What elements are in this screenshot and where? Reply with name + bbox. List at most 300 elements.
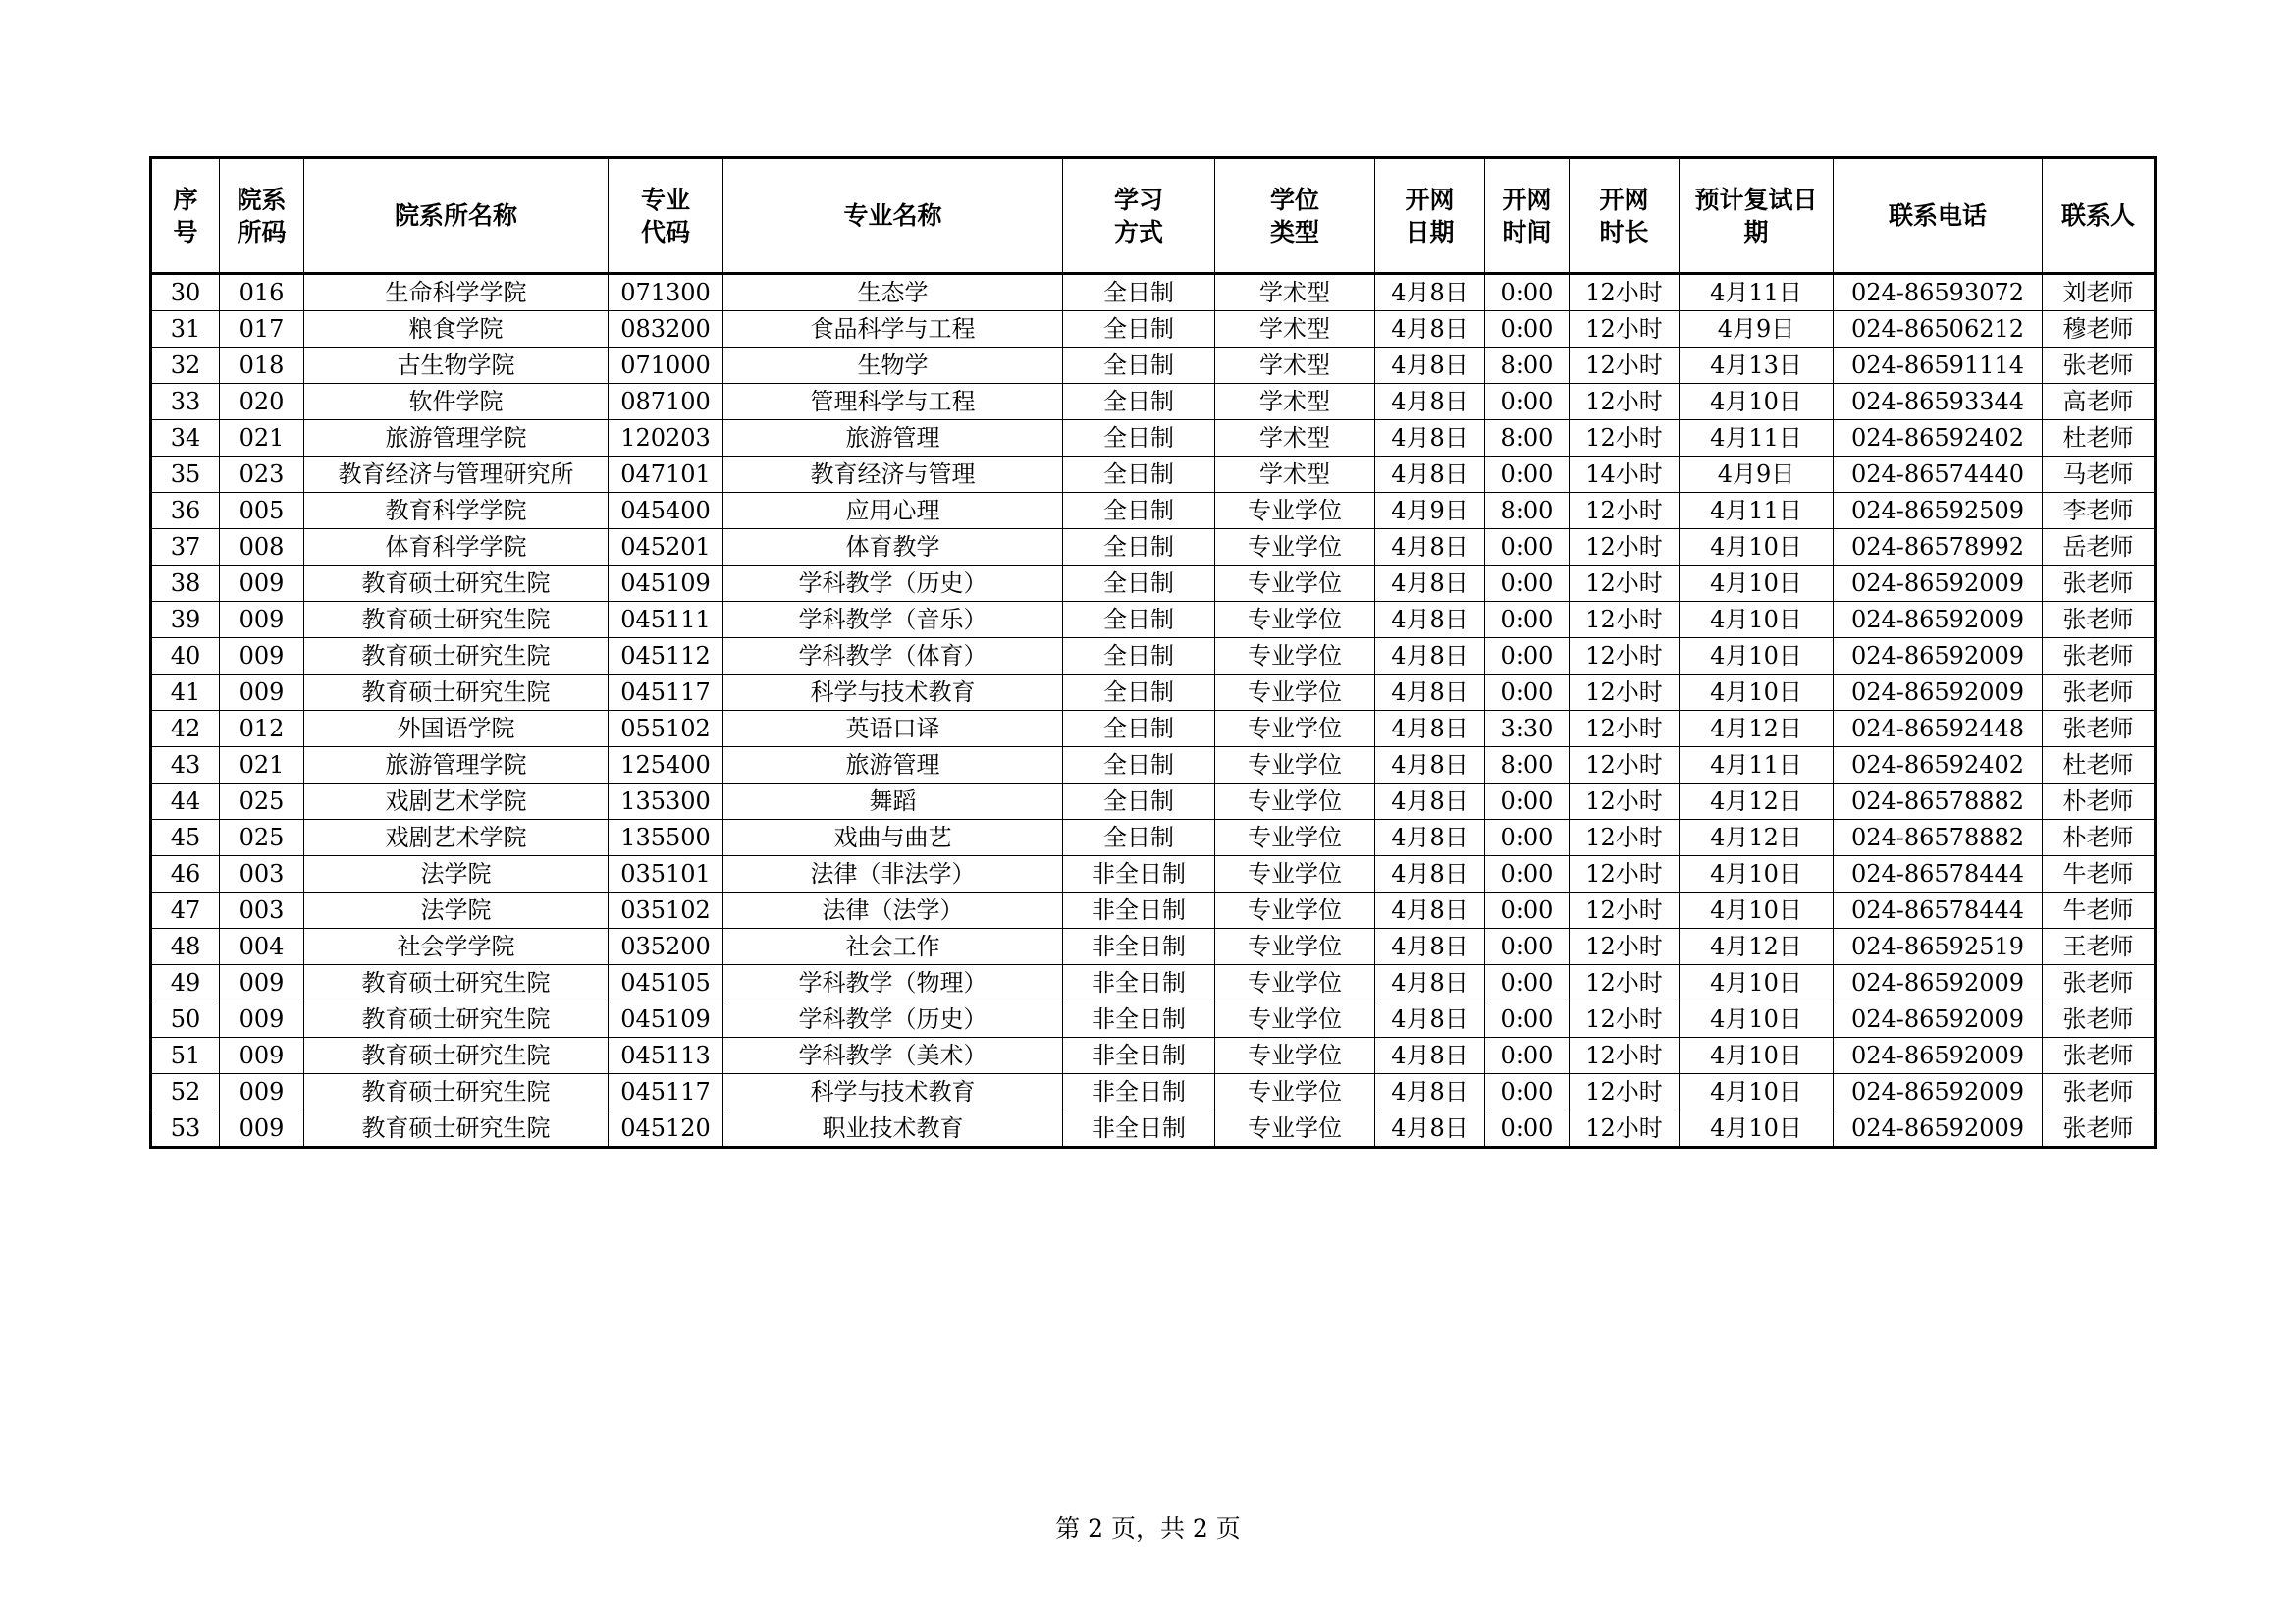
cell-dept-code: 004 — [220, 929, 304, 965]
cell-degree-type: 专业学位 — [1215, 675, 1375, 711]
cell-open-time: 0:00 — [1485, 893, 1570, 929]
cell-dept-name: 教育经济与管理研究所 — [304, 457, 609, 493]
cell-dept-code: 003 — [220, 893, 304, 929]
header-line: 学位 — [1269, 185, 1319, 214]
cell-major-code: 083200 — [609, 311, 723, 348]
header-line: 类型 — [1269, 217, 1319, 246]
cell-major-code: 135500 — [609, 820, 723, 856]
cell-dept-name: 教育硕士研究生院 — [304, 1001, 609, 1038]
cell-phone: 024-86592009 — [1834, 638, 2043, 675]
cell-dept-code: 021 — [220, 747, 304, 784]
cell-contact: 张老师 — [2043, 602, 2156, 638]
admissions-schedule-table — [149, 156, 2157, 1149]
cell-dept-name: 教育硕士研究生院 — [304, 1038, 609, 1074]
cell-major-name: 食品科学与工程 — [723, 311, 1063, 348]
cell-dept-name: 旅游管理学院 — [304, 747, 609, 784]
cell-phone: 024-86578882 — [1834, 820, 2043, 856]
cell-study-mode: 全日制 — [1063, 274, 1215, 311]
cell-open-duration: 12小时 — [1570, 384, 1680, 420]
cell-study-mode: 非全日制 — [1063, 1038, 1215, 1074]
cell-dept-name: 教育科学学院 — [304, 493, 609, 529]
cell-interview-date: 4月11日 — [1680, 493, 1834, 529]
cell-dept-name: 戏剧艺术学院 — [304, 784, 609, 820]
cell-phone: 024-86591114 — [1834, 348, 2043, 384]
header-line: 期 — [1743, 217, 1769, 246]
table-row — [151, 1110, 2156, 1148]
cell-degree-type: 专业学位 — [1215, 711, 1375, 747]
cell-major-code: 047101 — [609, 457, 723, 493]
cell-contact: 张老师 — [2043, 1110, 2156, 1148]
cell-index: 33 — [151, 384, 220, 420]
cell-open-date: 4月8日 — [1375, 1074, 1485, 1110]
header-line: 联系电话 — [1888, 201, 1987, 230]
table-row — [151, 529, 2156, 566]
cell-interview-date: 4月10日 — [1680, 675, 1834, 711]
cell-interview-date: 4月10日 — [1680, 965, 1834, 1001]
cell-open-date: 4月8日 — [1375, 711, 1485, 747]
header-line: 开网 — [1405, 185, 1455, 214]
cell-dept-code: 009 — [220, 602, 304, 638]
cell-index: 47 — [151, 893, 220, 929]
cell-open-date: 4月8日 — [1375, 602, 1485, 638]
cell-open-duration: 12小时 — [1570, 274, 1680, 311]
cell-phone: 024-86593344 — [1834, 384, 2043, 420]
cell-major-code: 087100 — [609, 384, 723, 420]
table-row — [151, 602, 2156, 638]
cell-dept-name: 教育硕士研究生院 — [304, 965, 609, 1001]
header-line: 联系人 — [2060, 201, 2135, 230]
cell-interview-date: 4月10日 — [1680, 602, 1834, 638]
cell-index: 38 — [151, 566, 220, 602]
table-row — [151, 457, 2156, 493]
cell-phone: 024-86592009 — [1834, 602, 2043, 638]
cell-major-name: 科学与技术教育 — [723, 1074, 1063, 1110]
cell-dept-name: 教育硕士研究生院 — [304, 675, 609, 711]
cell-contact: 牛老师 — [2043, 856, 2156, 893]
cell-phone: 024-86592009 — [1834, 1110, 2043, 1148]
col-header-phone — [1834, 158, 2043, 274]
cell-dept-name: 戏剧艺术学院 — [304, 820, 609, 856]
cell-degree-type: 专业学位 — [1215, 638, 1375, 675]
cell-open-time: 8:00 — [1485, 348, 1570, 384]
cell-major-code: 055102 — [609, 711, 723, 747]
cell-interview-date: 4月11日 — [1680, 747, 1834, 784]
cell-major-name: 法律（法学） — [723, 893, 1063, 929]
cell-major-code: 035102 — [609, 893, 723, 929]
cell-open-time: 0:00 — [1485, 1001, 1570, 1038]
cell-open-duration: 12小时 — [1570, 420, 1680, 457]
cell-contact: 张老师 — [2043, 1038, 2156, 1074]
cell-open-date: 4月8日 — [1375, 529, 1485, 566]
cell-open-date: 4月8日 — [1375, 675, 1485, 711]
cell-study-mode: 非全日制 — [1063, 893, 1215, 929]
cell-interview-date: 4月10日 — [1680, 566, 1834, 602]
table-row — [151, 820, 2156, 856]
cell-degree-type: 专业学位 — [1215, 747, 1375, 784]
cell-open-duration: 12小时 — [1570, 602, 1680, 638]
cell-major-code: 071000 — [609, 348, 723, 384]
cell-interview-date: 4月12日 — [1680, 929, 1834, 965]
cell-interview-date: 4月10日 — [1680, 1001, 1834, 1038]
cell-degree-type: 专业学位 — [1215, 820, 1375, 856]
cell-open-date: 4月8日 — [1375, 566, 1485, 602]
cell-open-duration: 12小时 — [1570, 856, 1680, 893]
cell-major-code: 045117 — [609, 675, 723, 711]
cell-contact: 张老师 — [2043, 566, 2156, 602]
cell-major-name: 学科教学（美术） — [723, 1038, 1063, 1074]
cell-dept-code: 009 — [220, 675, 304, 711]
cell-study-mode: 非全日制 — [1063, 965, 1215, 1001]
cell-dept-code: 008 — [220, 529, 304, 566]
cell-dept-code: 016 — [220, 274, 304, 311]
cell-dept-code: 009 — [220, 965, 304, 1001]
cell-degree-type: 专业学位 — [1215, 1001, 1375, 1038]
cell-phone: 024-86578444 — [1834, 856, 2043, 893]
cell-open-time: 0:00 — [1485, 457, 1570, 493]
table-row — [151, 384, 2156, 420]
cell-index: 43 — [151, 747, 220, 784]
cell-major-code: 120203 — [609, 420, 723, 457]
cell-phone: 024-86578882 — [1834, 784, 2043, 820]
cell-major-name: 教育经济与管理 — [723, 457, 1063, 493]
table-row — [151, 965, 2156, 1001]
cell-major-name: 舞蹈 — [723, 784, 1063, 820]
cell-major-name: 应用心理 — [723, 493, 1063, 529]
cell-index: 41 — [151, 675, 220, 711]
cell-index: 34 — [151, 420, 220, 457]
cell-major-name: 生物学 — [723, 348, 1063, 384]
cell-contact: 朴老师 — [2043, 784, 2156, 820]
header-line: 学习 — [1113, 185, 1163, 214]
cell-open-date: 4月8日 — [1375, 856, 1485, 893]
header-line: 院系 — [237, 185, 287, 214]
cell-study-mode: 全日制 — [1063, 711, 1215, 747]
cell-study-mode: 全日制 — [1063, 311, 1215, 348]
cell-major-name: 科学与技术教育 — [723, 675, 1063, 711]
cell-interview-date: 4月12日 — [1680, 820, 1834, 856]
cell-open-date: 4月8日 — [1375, 420, 1485, 457]
cell-dept-code: 023 — [220, 457, 304, 493]
col-header-index — [151, 158, 220, 274]
cell-index: 37 — [151, 529, 220, 566]
cell-phone: 024-86592519 — [1834, 929, 2043, 965]
cell-contact: 杜老师 — [2043, 747, 2156, 784]
cell-open-date: 4月8日 — [1375, 893, 1485, 929]
cell-dept-name: 法学院 — [304, 856, 609, 893]
cell-degree-type: 专业学位 — [1215, 493, 1375, 529]
table-row — [151, 311, 2156, 348]
cell-major-name: 体育教学 — [723, 529, 1063, 566]
cell-contact: 张老师 — [2043, 965, 2156, 1001]
cell-study-mode: 全日制 — [1063, 784, 1215, 820]
cell-dept-name: 生命科学学院 — [304, 274, 609, 311]
cell-dept-code: 009 — [220, 1110, 304, 1148]
cell-degree-type: 专业学位 — [1215, 784, 1375, 820]
cell-phone: 024-86592448 — [1834, 711, 2043, 747]
cell-major-code: 045109 — [609, 566, 723, 602]
cell-phone: 024-86506212 — [1834, 311, 2043, 348]
cell-open-date: 4月8日 — [1375, 1038, 1485, 1074]
cell-open-time: 0:00 — [1485, 566, 1570, 602]
cell-degree-type: 学术型 — [1215, 420, 1375, 457]
cell-contact: 张老师 — [2043, 1001, 2156, 1038]
cell-open-time: 0:00 — [1485, 529, 1570, 566]
cell-dept-code: 018 — [220, 348, 304, 384]
cell-study-mode: 非全日制 — [1063, 929, 1215, 965]
cell-degree-type: 专业学位 — [1215, 965, 1375, 1001]
cell-open-time: 0:00 — [1485, 965, 1570, 1001]
cell-interview-date: 4月10日 — [1680, 1038, 1834, 1074]
cell-dept-name: 教育硕士研究生院 — [304, 638, 609, 675]
cell-open-time: 0:00 — [1485, 274, 1570, 311]
cell-study-mode: 全日制 — [1063, 675, 1215, 711]
col-header-interview-date — [1680, 158, 1834, 274]
table-row — [151, 420, 2156, 457]
cell-open-time: 0:00 — [1485, 1110, 1570, 1148]
cell-open-duration: 12小时 — [1570, 784, 1680, 820]
header-line: 时间 — [1502, 217, 1552, 246]
cell-open-duration: 12小时 — [1570, 529, 1680, 566]
cell-major-name: 旅游管理 — [723, 747, 1063, 784]
cell-major-code: 071300 — [609, 274, 723, 311]
header-line: 日期 — [1405, 217, 1455, 246]
cell-dept-code: 009 — [220, 1038, 304, 1074]
cell-study-mode: 非全日制 — [1063, 1074, 1215, 1110]
cell-degree-type: 专业学位 — [1215, 1074, 1375, 1110]
cell-open-time: 0:00 — [1485, 384, 1570, 420]
cell-open-date: 4月9日 — [1375, 493, 1485, 529]
cell-phone: 024-86578444 — [1834, 893, 2043, 929]
page-footer: 第 2 页，共 2 页 — [1055, 1514, 1241, 1543]
cell-index: 51 — [151, 1038, 220, 1074]
col-header-study-mode — [1063, 158, 1215, 274]
cell-study-mode: 全日制 — [1063, 384, 1215, 420]
cell-degree-type: 专业学位 — [1215, 1038, 1375, 1074]
cell-dept-name: 古生物学院 — [304, 348, 609, 384]
cell-index: 36 — [151, 493, 220, 529]
cell-open-time: 0:00 — [1485, 675, 1570, 711]
cell-interview-date: 4月10日 — [1680, 1074, 1834, 1110]
cell-contact: 杜老师 — [2043, 420, 2156, 457]
table-row — [151, 893, 2156, 929]
header-line: 开网 — [1599, 185, 1649, 214]
cell-open-duration: 12小时 — [1570, 747, 1680, 784]
cell-open-date: 4月8日 — [1375, 1001, 1485, 1038]
table-row — [151, 929, 2156, 965]
cell-dept-code: 025 — [220, 784, 304, 820]
cell-dept-code: 009 — [220, 1074, 304, 1110]
cell-contact: 张老师 — [2043, 348, 2156, 384]
cell-interview-date: 4月12日 — [1680, 784, 1834, 820]
cell-phone: 024-86592009 — [1834, 1074, 2043, 1110]
cell-major-name: 社会工作 — [723, 929, 1063, 965]
cell-index: 31 — [151, 311, 220, 348]
cell-index: 48 — [151, 929, 220, 965]
col-header-open-duration — [1570, 158, 1680, 274]
cell-index: 32 — [151, 348, 220, 384]
cell-major-code: 035101 — [609, 856, 723, 893]
cell-open-date: 4月8日 — [1375, 638, 1485, 675]
cell-degree-type: 专业学位 — [1215, 529, 1375, 566]
col-header-open-date — [1375, 158, 1485, 274]
cell-major-code: 045112 — [609, 638, 723, 675]
cell-index: 40 — [151, 638, 220, 675]
cell-study-mode: 全日制 — [1063, 457, 1215, 493]
cell-major-code: 135300 — [609, 784, 723, 820]
cell-study-mode: 全日制 — [1063, 348, 1215, 384]
cell-major-code: 045400 — [609, 493, 723, 529]
cell-contact: 岳老师 — [2043, 529, 2156, 566]
cell-interview-date: 4月10日 — [1680, 638, 1834, 675]
col-header-major-code — [609, 158, 723, 274]
header-row — [151, 158, 2156, 274]
cell-major-name: 学科教学（物理） — [723, 965, 1063, 1001]
cell-contact: 朴老师 — [2043, 820, 2156, 856]
cell-dept-code: 020 — [220, 384, 304, 420]
header-line: 院系所名称 — [394, 201, 517, 230]
cell-contact: 张老师 — [2043, 1074, 2156, 1110]
cell-contact: 王老师 — [2043, 929, 2156, 965]
cell-interview-date: 4月13日 — [1680, 348, 1834, 384]
cell-phone: 024-86592402 — [1834, 747, 2043, 784]
cell-open-date: 4月8日 — [1375, 384, 1485, 420]
cell-open-time: 8:00 — [1485, 420, 1570, 457]
cell-open-date: 4月8日 — [1375, 348, 1485, 384]
cell-dept-name: 教育硕士研究生院 — [304, 1074, 609, 1110]
cell-open-duration: 12小时 — [1570, 493, 1680, 529]
cell-phone: 024-86592009 — [1834, 675, 2043, 711]
cell-major-code: 045201 — [609, 529, 723, 566]
cell-interview-date: 4月10日 — [1680, 529, 1834, 566]
cell-study-mode: 全日制 — [1063, 602, 1215, 638]
cell-interview-date: 4月10日 — [1680, 893, 1834, 929]
header-line: 方式 — [1113, 217, 1163, 246]
col-header-open-time — [1485, 158, 1570, 274]
cell-interview-date: 4月9日 — [1680, 311, 1834, 348]
cell-major-name: 英语口译 — [723, 711, 1063, 747]
cell-degree-type: 学术型 — [1215, 384, 1375, 420]
cell-index: 52 — [151, 1074, 220, 1110]
cell-dept-code: 021 — [220, 420, 304, 457]
cell-study-mode: 全日制 — [1063, 493, 1215, 529]
cell-open-duration: 12小时 — [1570, 311, 1680, 348]
cell-major-name: 管理科学与工程 — [723, 384, 1063, 420]
table-row — [151, 1001, 2156, 1038]
cell-interview-date: 4月10日 — [1680, 1110, 1834, 1148]
header-line: 专业名称 — [843, 201, 942, 230]
table-header — [151, 158, 2156, 274]
cell-index: 35 — [151, 457, 220, 493]
cell-open-time: 0:00 — [1485, 784, 1570, 820]
cell-index: 50 — [151, 1001, 220, 1038]
cell-index: 44 — [151, 784, 220, 820]
col-header-dept-name — [304, 158, 609, 274]
cell-dept-code: 017 — [220, 311, 304, 348]
cell-open-duration: 14小时 — [1570, 457, 1680, 493]
cell-phone: 024-86593072 — [1834, 274, 2043, 311]
cell-dept-name: 软件学院 — [304, 384, 609, 420]
cell-open-time: 0:00 — [1485, 1074, 1570, 1110]
cell-open-time: 0:00 — [1485, 856, 1570, 893]
cell-open-time: 3:30 — [1485, 711, 1570, 747]
col-header-dept-code — [220, 158, 304, 274]
cell-open-time: 0:00 — [1485, 929, 1570, 965]
cell-major-code: 045109 — [609, 1001, 723, 1038]
cell-open-time: 0:00 — [1485, 1038, 1570, 1074]
header-line: 预计复试日 — [1694, 185, 1818, 214]
cell-interview-date: 4月10日 — [1680, 384, 1834, 420]
cell-open-duration: 12小时 — [1570, 1074, 1680, 1110]
cell-study-mode: 非全日制 — [1063, 856, 1215, 893]
cell-open-duration: 12小时 — [1570, 929, 1680, 965]
table-row — [151, 784, 2156, 820]
cell-index: 39 — [151, 602, 220, 638]
cell-major-code: 125400 — [609, 747, 723, 784]
cell-open-time: 0:00 — [1485, 602, 1570, 638]
cell-dept-name: 教育硕士研究生院 — [304, 566, 609, 602]
cell-open-duration: 12小时 — [1570, 820, 1680, 856]
cell-dept-code: 025 — [220, 820, 304, 856]
table-row — [151, 711, 2156, 747]
header-line: 序 — [173, 185, 198, 214]
header-line: 时长 — [1599, 217, 1649, 246]
cell-open-date: 4月8日 — [1375, 820, 1485, 856]
cell-index: 53 — [151, 1110, 220, 1148]
cell-index: 49 — [151, 965, 220, 1001]
cell-study-mode: 非全日制 — [1063, 1001, 1215, 1038]
cell-open-duration: 12小时 — [1570, 348, 1680, 384]
cell-major-name: 生态学 — [723, 274, 1063, 311]
cell-degree-type: 学术型 — [1215, 348, 1375, 384]
cell-interview-date: 4月11日 — [1680, 420, 1834, 457]
table-row — [151, 1074, 2156, 1110]
cell-degree-type: 专业学位 — [1215, 929, 1375, 965]
table-row — [151, 856, 2156, 893]
cell-open-time: 8:00 — [1485, 493, 1570, 529]
header-line: 开网 — [1502, 185, 1552, 214]
cell-phone: 024-86592509 — [1834, 493, 2043, 529]
table-row — [151, 675, 2156, 711]
cell-major-name: 职业技术教育 — [723, 1110, 1063, 1148]
cell-interview-date: 4月10日 — [1680, 856, 1834, 893]
cell-degree-type: 专业学位 — [1215, 1110, 1375, 1148]
cell-open-duration: 12小时 — [1570, 893, 1680, 929]
cell-phone: 024-86592009 — [1834, 566, 2043, 602]
col-header-contact — [2043, 158, 2156, 274]
cell-interview-date: 4月11日 — [1680, 274, 1834, 311]
cell-dept-name: 外国语学院 — [304, 711, 609, 747]
cell-open-time: 8:00 — [1485, 747, 1570, 784]
cell-study-mode: 全日制 — [1063, 420, 1215, 457]
cell-dept-name: 旅游管理学院 — [304, 420, 609, 457]
table-row — [151, 566, 2156, 602]
cell-open-time: 0:00 — [1485, 820, 1570, 856]
cell-dept-code: 005 — [220, 493, 304, 529]
cell-open-time: 0:00 — [1485, 311, 1570, 348]
cell-dept-code: 009 — [220, 1001, 304, 1038]
cell-degree-type: 学术型 — [1215, 274, 1375, 311]
cell-index: 42 — [151, 711, 220, 747]
cell-open-date: 4月8日 — [1375, 929, 1485, 965]
cell-index: 30 — [151, 274, 220, 311]
cell-study-mode: 全日制 — [1063, 638, 1215, 675]
cell-major-code: 045120 — [609, 1110, 723, 1148]
cell-open-duration: 12小时 — [1570, 1001, 1680, 1038]
cell-major-code: 045117 — [609, 1074, 723, 1110]
cell-phone: 024-86592402 — [1834, 420, 2043, 457]
cell-major-code: 045113 — [609, 1038, 723, 1074]
cell-degree-type: 学术型 — [1215, 311, 1375, 348]
